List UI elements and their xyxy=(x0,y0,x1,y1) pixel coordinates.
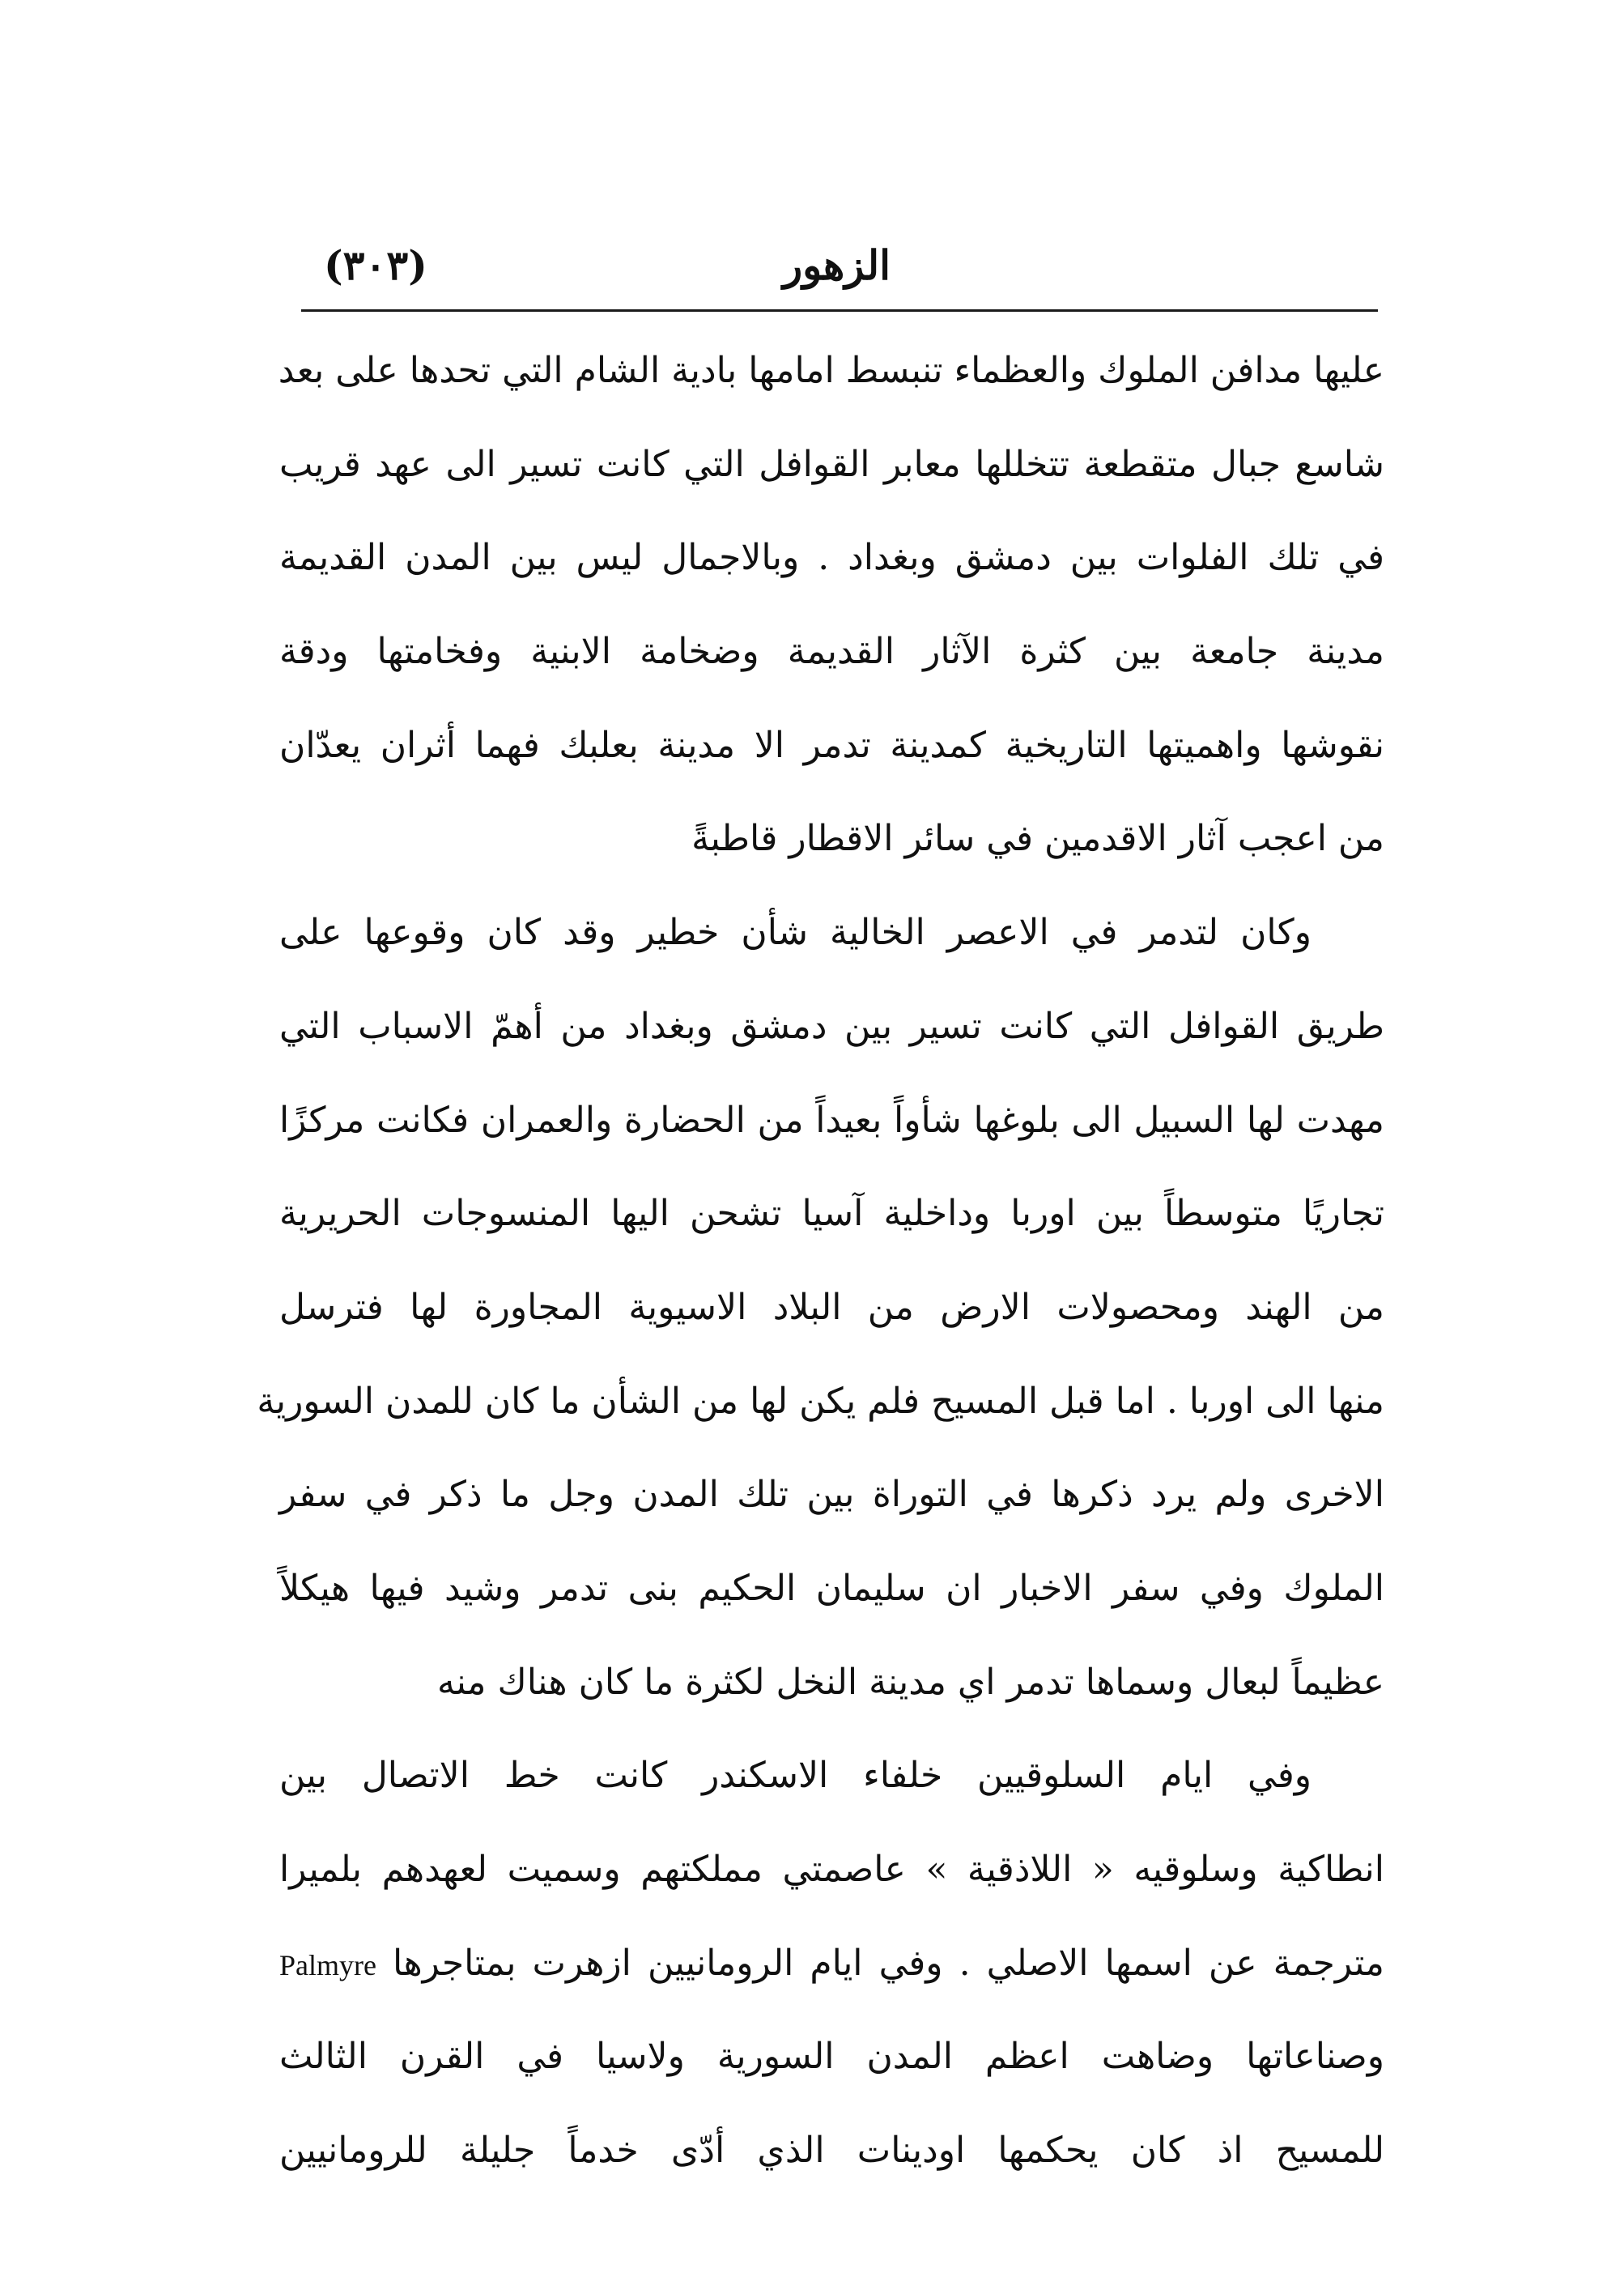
text-line: عليها مدافن الملوك والعظماء تنبسط امامها بادية الشام التي تحدها على بعد xyxy=(278,350,1384,391)
text-line: منها الى اوربا . اما قبل المسيح فلم يكن لها من الشأن ما كان للمدن السورية xyxy=(257,1380,1384,1422)
text-line: الاخرى ولم يرد ذكرها في التوراة بين تلك المدن وجل ما ذكر في سفر xyxy=(279,1474,1384,1516)
text-line: انطاكية وسلوقيه « اللاذقية » عاصمتي مملكتهم وسميت لعهدهم بلميرا xyxy=(279,1849,1384,1890)
paragraph-start-line: وفي ايام السلوقيين خلفاء الاسكندر كانت خط الاتصال بين xyxy=(279,1755,1312,1797)
text-line: نقوشها واهميتها التاريخية كمدينة تدمر الا مدينة بعلبك فهما أثران يعدّان xyxy=(279,724,1384,766)
text-line: مدينة جامعة بين كثرة الآثار القديمة وضخامة الابنية وفخامتها ودقة xyxy=(279,631,1384,673)
header-rule xyxy=(301,309,1378,312)
body-text xyxy=(257,324,1384,2198)
text-line-with-latin xyxy=(279,1917,1384,2011)
text-line: طريق القوافل التي كانت تسير بين دمشق وبغداد من أهمّ الاسباب التي xyxy=(279,1005,1384,1047)
page-header xyxy=(300,233,1376,298)
paragraph-end-line: من اعجب آثار الاقدمين في سائر الاقطار قاطبةً xyxy=(691,818,1384,860)
running-title: الزهور xyxy=(782,241,891,289)
text-line: من الهند ومحصولات الارض من البلاد الاسيوية المجاورة لها فترسل xyxy=(279,1286,1384,1328)
text-line: الملوك وفي سفر الاخبار ان سليمان الحكيم بنى تدمر وشيد فيها هيكلاً xyxy=(279,1567,1384,1609)
text-line-arabic: مترجمة عن اسمها الاصلي . وفي ايام الرومانيين ازهرت بمتاجرها xyxy=(393,1942,1384,1984)
text-line: شاسع جبال متقطعة تتخللها معابر القوافل التي كانت تسير الى عهد قريب xyxy=(279,443,1384,485)
latin-word: Palmyre xyxy=(279,1948,376,1981)
text-line: وصناعاتها وضاهت اعظم المدن السورية ولاسيا في القرن الثالث xyxy=(279,2036,1384,2078)
text-line: للمسيح اذ كان يحكمها اودينات الذي أدّى خدماً جليلة للرومانيين xyxy=(279,2130,1384,2172)
page-number: (٣٠٣) xyxy=(324,241,427,289)
paragraph-end-line: عظيماً لبعال وسماها تدمر اي مدينة النخل لكثرة ما كان هناك منه xyxy=(437,1661,1384,1703)
text-line: مهدت لها السبيل الى بلوغها شأواً بعيداً من الحضارة والعمران فكانت مركزًا xyxy=(279,1099,1384,1141)
paragraph-start-line: وكان لتدمر في الاعصر الخالية شأن خطير وقد كان وقوعها على xyxy=(279,912,1312,954)
text-line: في تلك الفلوات بين دمشق وبغداد . وبالاجمال ليس بين المدن القديمة xyxy=(279,537,1384,579)
text-line: تجاريًا متوسطاً بين اوربا وداخلية آسيا تشحن اليها المنسوجات الحريرية xyxy=(279,1193,1384,1235)
